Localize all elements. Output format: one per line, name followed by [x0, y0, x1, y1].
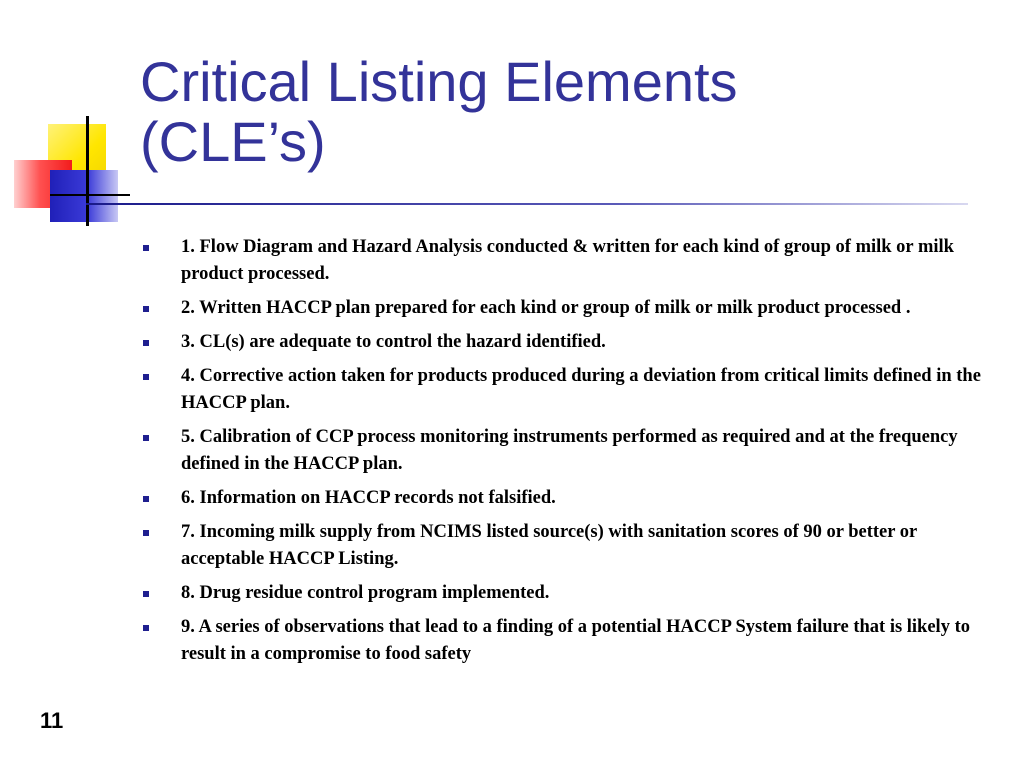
bullet-item: [142, 329, 988, 356]
square-bullet-icon: [143, 530, 149, 536]
square-bullet-icon: [143, 340, 149, 346]
title-divider: [86, 203, 968, 205]
square-bullet-icon: [143, 245, 149, 251]
bullet-text: 6. Information on HACCP records not falsified.: [181, 488, 556, 508]
bullet-text: 3. CL(s) are adequate to control the hazard identified.: [181, 332, 606, 352]
slide-title-line-2: (CLE’s): [140, 110, 326, 173]
square-bullet-icon: [143, 435, 149, 441]
square-bullet-icon: [143, 306, 149, 312]
bullet-item: [142, 614, 988, 668]
logo-vertical-line: [86, 116, 89, 226]
bullet-list: [142, 234, 988, 675]
logo-horizontal-line: [50, 194, 130, 196]
bullet-item: [142, 363, 988, 417]
slide-title-line-1: Critical Listing Elements: [140, 50, 738, 113]
bullet-text: 4. Corrective action taken for products produced during a deviation from critical limits defined in the HACCP plan.: [181, 366, 981, 413]
bullet-item: [142, 234, 988, 288]
bullet-text: 1. Flow Diagram and Hazard Analysis conducted & written for each kind of group of milk or milk product processed.: [181, 237, 954, 284]
square-bullet-icon: [143, 625, 149, 631]
bullet-text: 7. Incoming milk supply from NCIMS listed source(s) with sanitation scores of 90 or better or acceptable HACCP Listing.: [181, 522, 917, 569]
bullet-text: 2. Written HACCP plan prepared for each kind or group of milk or milk product processed .: [181, 298, 911, 318]
bullet-item: [142, 580, 988, 607]
bullet-item: [142, 519, 988, 573]
bullet-item: [142, 485, 988, 512]
slide-title: [140, 52, 1000, 172]
page-number: 11: [40, 708, 64, 733]
bullet-item: [142, 424, 988, 478]
bullet-item: [142, 295, 988, 322]
logo-blue-square: [50, 170, 118, 222]
square-bullet-icon: [143, 591, 149, 597]
bullet-text: 9. A series of observations that lead to a finding of a potential HACCP System failure that is likely to result in a compromise to food safety: [181, 617, 970, 664]
square-bullet-icon: [143, 374, 149, 380]
bullet-text: 5. Calibration of CCP process monitoring instruments performed as required and at the frequency defined in the HACCP plan.: [181, 427, 958, 474]
square-bullet-icon: [143, 496, 149, 502]
bullet-text: 8. Drug residue control program implemented.: [181, 583, 550, 603]
